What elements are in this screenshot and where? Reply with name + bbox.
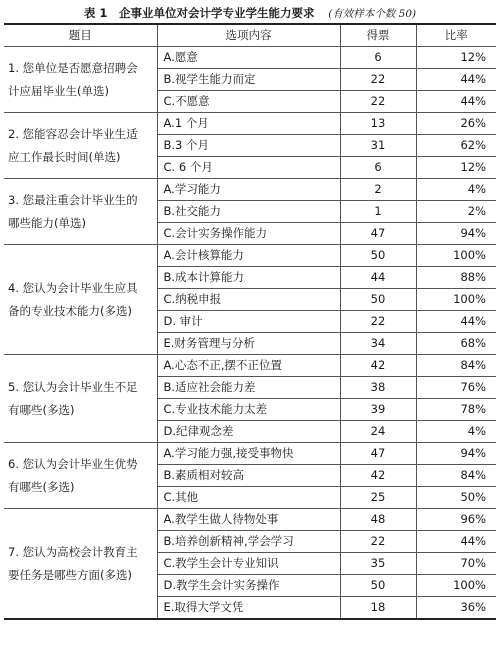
ratio-cell: 62% bbox=[416, 135, 496, 157]
ratio-cell: 44% bbox=[416, 531, 496, 553]
header-option: 选项内容 bbox=[157, 24, 340, 47]
table-row bbox=[4, 47, 496, 69]
option-cell: A.学习能力 bbox=[157, 179, 340, 201]
survey-table bbox=[4, 23, 496, 620]
votes-cell: 6 bbox=[340, 47, 416, 69]
table-row bbox=[4, 443, 496, 465]
option-cell: A.愿意 bbox=[157, 47, 340, 69]
option-cell: C.其他 bbox=[157, 487, 340, 509]
ratio-cell: 26% bbox=[416, 113, 496, 135]
ratio-cell: 94% bbox=[416, 223, 496, 245]
question-cell: 3. 您最注重会计毕业生的哪些能力(单选) bbox=[4, 179, 157, 245]
table-note: (有效样本个数 50) bbox=[328, 8, 417, 20]
ratio-cell: 68% bbox=[416, 333, 496, 355]
ratio-cell: 50% bbox=[416, 487, 496, 509]
votes-cell: 42 bbox=[340, 355, 416, 377]
option-cell: E.财务管理与分析 bbox=[157, 333, 340, 355]
option-cell: A.心态不正,摆不正位置 bbox=[157, 355, 340, 377]
votes-cell: 2 bbox=[340, 179, 416, 201]
option-cell: C.纳税申报 bbox=[157, 289, 340, 311]
header-row bbox=[4, 24, 496, 47]
ratio-cell: 88% bbox=[416, 267, 496, 289]
votes-cell: 50 bbox=[340, 245, 416, 267]
votes-cell: 48 bbox=[340, 509, 416, 531]
votes-cell: 50 bbox=[340, 575, 416, 597]
header-question: 题目 bbox=[4, 24, 157, 47]
question-cell: 4. 您认为会计毕业生应具备的专业技术能力(多选) bbox=[4, 245, 157, 355]
ratio-cell: 70% bbox=[416, 553, 496, 575]
votes-cell: 24 bbox=[340, 421, 416, 443]
option-cell: A.会计核算能力 bbox=[157, 245, 340, 267]
ratio-cell: 12% bbox=[416, 157, 496, 179]
option-cell: C.教学生会计专业知识 bbox=[157, 553, 340, 575]
option-cell: B.社交能力 bbox=[157, 201, 340, 223]
table-row bbox=[4, 113, 496, 135]
table-row bbox=[4, 509, 496, 531]
table-row bbox=[4, 355, 496, 377]
option-cell: A.教学生做人待物处事 bbox=[157, 509, 340, 531]
votes-cell: 50 bbox=[340, 289, 416, 311]
ratio-cell: 94% bbox=[416, 443, 496, 465]
votes-cell: 38 bbox=[340, 377, 416, 399]
option-cell: E.取得大学文凭 bbox=[157, 597, 340, 620]
ratio-cell: 4% bbox=[416, 421, 496, 443]
votes-cell: 34 bbox=[340, 333, 416, 355]
option-cell: C.会计实务操作能力 bbox=[157, 223, 340, 245]
ratio-cell: 4% bbox=[416, 179, 496, 201]
table-title: 企事业单位对会计学专业学生能力要求 bbox=[119, 6, 315, 20]
header-votes: 得票 bbox=[340, 24, 416, 47]
option-cell: B.适应社会能力差 bbox=[157, 377, 340, 399]
option-cell: B.培养创新精神,学会学习 bbox=[157, 531, 340, 553]
votes-cell: 22 bbox=[340, 311, 416, 333]
votes-cell: 42 bbox=[340, 465, 416, 487]
option-cell: A.学习能力强,接受事物快 bbox=[157, 443, 340, 465]
ratio-cell: 76% bbox=[416, 377, 496, 399]
table-body bbox=[4, 47, 496, 620]
question-cell: 2. 您能容忍会计毕业生适应工作最长时间(单选) bbox=[4, 113, 157, 179]
table-row bbox=[4, 245, 496, 267]
votes-cell: 6 bbox=[340, 157, 416, 179]
option-cell: C. 6 个月 bbox=[157, 157, 340, 179]
votes-cell: 22 bbox=[340, 91, 416, 113]
votes-cell: 39 bbox=[340, 399, 416, 421]
ratio-cell: 84% bbox=[416, 355, 496, 377]
option-cell: B.视学生能力而定 bbox=[157, 69, 340, 91]
ratio-cell: 84% bbox=[416, 465, 496, 487]
votes-cell: 22 bbox=[340, 69, 416, 91]
votes-cell: 25 bbox=[340, 487, 416, 509]
header-ratio: 比率 bbox=[416, 24, 496, 47]
option-cell: D.纪律观念差 bbox=[157, 421, 340, 443]
votes-cell: 44 bbox=[340, 267, 416, 289]
ratio-cell: 44% bbox=[416, 91, 496, 113]
question-cell: 5. 您认为会计毕业生不足有哪些(多选) bbox=[4, 355, 157, 443]
option-cell: D. 审计 bbox=[157, 311, 340, 333]
option-cell: A.1 个月 bbox=[157, 113, 340, 135]
option-cell: B.3 个月 bbox=[157, 135, 340, 157]
votes-cell: 22 bbox=[340, 531, 416, 553]
ratio-cell: 44% bbox=[416, 311, 496, 333]
ratio-cell: 78% bbox=[416, 399, 496, 421]
option-cell: B.素质相对较高 bbox=[157, 465, 340, 487]
option-cell: C.专业技术能力太差 bbox=[157, 399, 340, 421]
question-cell: 1. 您单位是否愿意招聘会计应届毕业生(单选) bbox=[4, 47, 157, 113]
table-number: 表 1 bbox=[83, 6, 108, 20]
votes-cell: 47 bbox=[340, 443, 416, 465]
ratio-cell: 100% bbox=[416, 245, 496, 267]
votes-cell: 31 bbox=[340, 135, 416, 157]
table-row bbox=[4, 179, 496, 201]
question-cell: 6. 您认为会计毕业生优势有哪些(多选) bbox=[4, 443, 157, 509]
votes-cell: 47 bbox=[340, 223, 416, 245]
table-caption bbox=[4, 4, 496, 23]
ratio-cell: 2% bbox=[416, 201, 496, 223]
ratio-cell: 44% bbox=[416, 69, 496, 91]
ratio-cell: 100% bbox=[416, 289, 496, 311]
option-cell: D.教学生会计实务操作 bbox=[157, 575, 340, 597]
ratio-cell: 96% bbox=[416, 509, 496, 531]
votes-cell: 13 bbox=[340, 113, 416, 135]
option-cell: B.成本计算能力 bbox=[157, 267, 340, 289]
votes-cell: 35 bbox=[340, 553, 416, 575]
option-cell: C.不愿意 bbox=[157, 91, 340, 113]
votes-cell: 1 bbox=[340, 201, 416, 223]
question-cell: 7. 您认为高校会计教育主要任务是哪些方面(多选) bbox=[4, 509, 157, 620]
ratio-cell: 12% bbox=[416, 47, 496, 69]
ratio-cell: 100% bbox=[416, 575, 496, 597]
votes-cell: 18 bbox=[340, 597, 416, 620]
ratio-cell: 36% bbox=[416, 597, 496, 620]
